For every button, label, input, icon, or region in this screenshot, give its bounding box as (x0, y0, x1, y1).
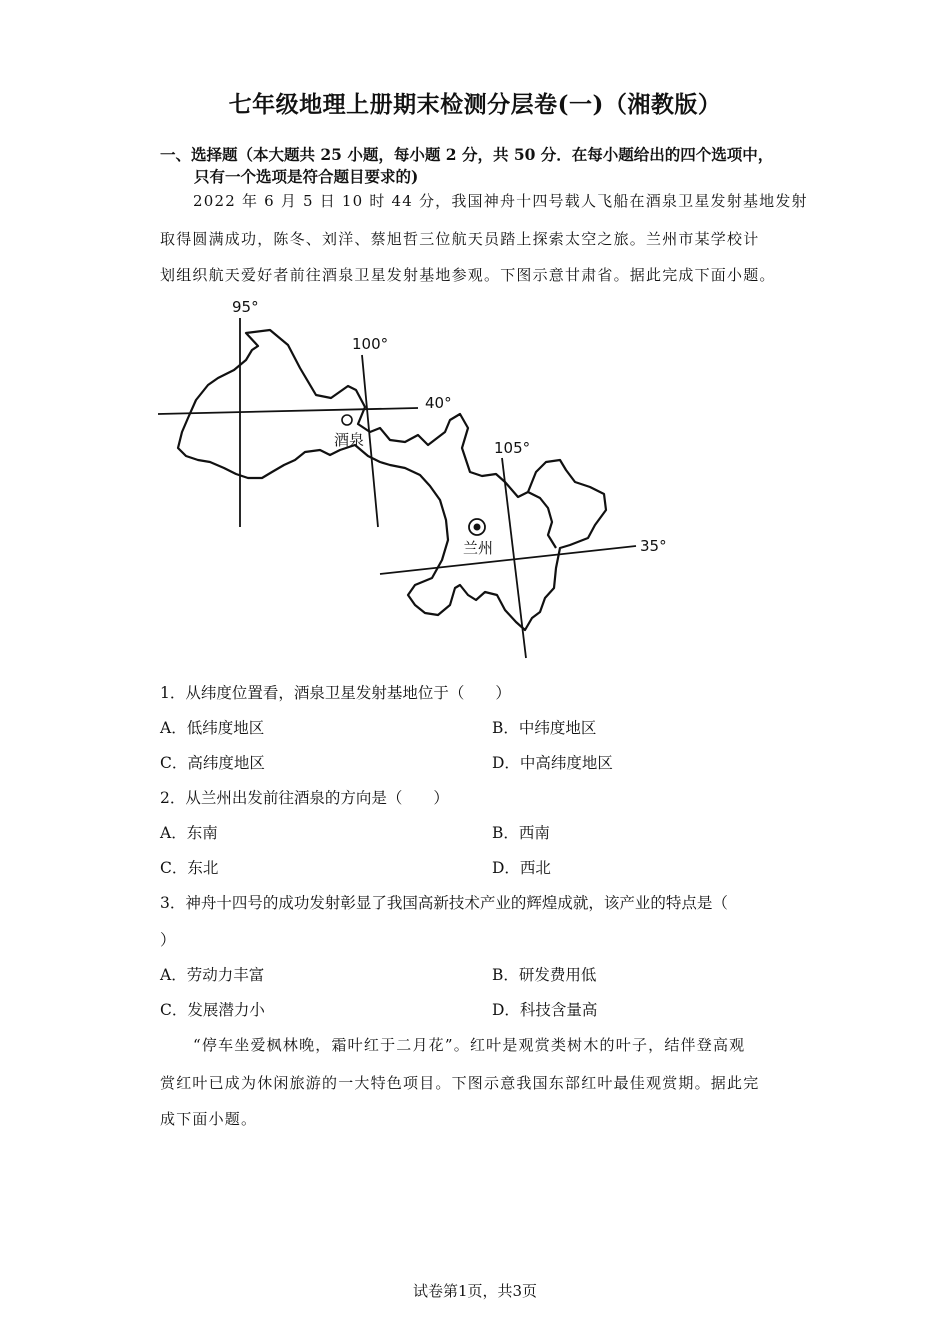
section-heading-line1: 一、选择题（本大题共 25 小题，每小题 2 分，共 50 分．在每小题给出的四个选项中， (160, 145, 774, 164)
passage2-line3: 成下面小题。 (160, 1110, 258, 1128)
gansu-outline (178, 330, 606, 630)
passage1-line1: 2022 年 6 月 5 日 10 时 44 分，我国神舟十四号载人飞船在酒泉卫星发射基地发射 (193, 192, 808, 210)
question-3-stem-cont: ） (160, 931, 176, 949)
lon-95-label: 95° (232, 298, 259, 316)
passage2-line1: “停车坐爱枫林晚，霜叶红于二月花”。红叶是观赏类树木的叶子，结伴登高观 (193, 1036, 746, 1054)
lanzhou-marker-inner (474, 524, 481, 531)
question-1-stem: 1．从纬度位置看，酒泉卫星发射基地位于（ ） (160, 684, 511, 702)
lat-40-label: 40° (425, 394, 452, 412)
passage2-line2: 赏红叶已成为休闲旅游的一大特色项目。下图示意我国东部红叶最佳观赏期。据此完 (160, 1074, 760, 1092)
section-heading-line2: 只有一个选项是符合题目要求的) (194, 167, 419, 186)
question-3-option-b[interactable]: B．研发费用低 (492, 966, 597, 984)
question-1-option-d[interactable]: D．中高纬度地区 (492, 754, 613, 772)
jiuquan-label: 酒泉 (334, 431, 365, 449)
lat-35-label: 35° (640, 537, 667, 555)
lanzhou-label: 兰州 (463, 539, 494, 557)
longitude-100-line (362, 355, 378, 527)
question-2-option-b[interactable]: B．西南 (492, 824, 550, 842)
page-footer: 试卷第1页，共3页 (412, 1282, 538, 1300)
question-1-option-c[interactable]: C．高纬度地区 (160, 754, 265, 772)
passage1-line3: 划组织航天爱好者前往酒泉卫星发射基地参观。下图示意甘肃省。据此完成下面小题。 (160, 266, 776, 284)
jiuquan-marker (342, 415, 352, 425)
latitude-40-line (158, 408, 418, 414)
gansu-east-lobe (528, 492, 556, 548)
passage1-line2: 取得圆满成功，陈冬、刘洋、蔡旭哲三位航天员踏上探索太空之旅。兰州市某学校计 (160, 230, 760, 248)
question-2-option-c[interactable]: C．东北 (160, 859, 219, 877)
latitude-35-line (380, 546, 636, 574)
question-1-option-b[interactable]: B．中纬度地区 (492, 719, 597, 737)
question-3-option-c[interactable]: C．发展潜力小 (160, 1001, 265, 1019)
question-3-option-d[interactable]: D．科技含量高 (492, 1001, 598, 1019)
page-title: 七年级地理上册期末检测分层卷(一)（湘教版） (228, 91, 722, 118)
lon-100-label: 100° (352, 335, 389, 353)
question-2-stem: 2．从兰州出发前往酒泉的方向是（ ） (160, 789, 449, 807)
question-3-option-a[interactable]: A．劳动力丰富 (160, 966, 265, 984)
question-1-option-a[interactable]: A．低纬度地区 (160, 719, 265, 737)
question-2-option-d[interactable]: D．西北 (492, 859, 551, 877)
question-2-option-a[interactable]: A．东南 (160, 824, 218, 842)
question-3-stem: 3．神舟十四号的成功发射彰显了我国高新技术产业的辉煌成就，该产业的特点是（ (160, 894, 728, 912)
lon-105-label: 105° (494, 439, 531, 457)
